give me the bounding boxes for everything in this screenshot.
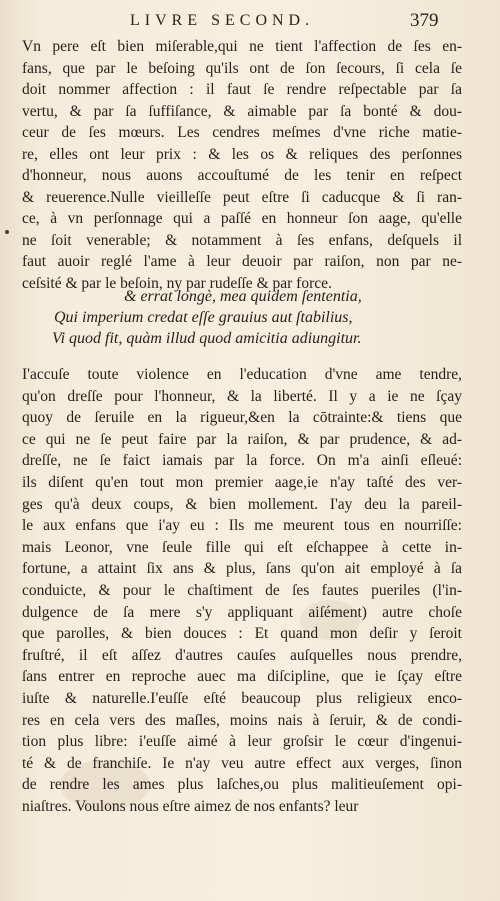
- text-line: iuſte & naturelle.I'euſſe eſté beaucoup plus religieux enco-: [22, 689, 462, 707]
- quote-line: Vi quod fit, quàm illud quod amicitia adiungitur.: [52, 330, 362, 347]
- text-line: tion plus libre: i'euſſe aimé à leur groſsir le cœur d'ingenui-: [22, 733, 462, 751]
- text-line: vertu, & par ſa ſuffiſance, & aimable par ſa bonté & dou-: [22, 102, 462, 120]
- text-line: ils diſent qu'en tout mon premier aage,ie n'ay taſté des ver-: [22, 473, 462, 491]
- text-line: ſans entrer en reproche auec ma diſcipline, que ie ſçay eſtre: [22, 668, 462, 686]
- text-line: fans, que par le beſoing qu'ils ont de ſon ſecours, ſi cela ſe: [22, 59, 462, 77]
- text-line: quoy de ſeruile en la rigueur,&en la cōtrainte:& tiens que: [22, 409, 462, 427]
- paragraph-2: [22, 364, 462, 817]
- text-line: d'honneur, nous auons accouſtumé de les tenir en reſpect: [22, 167, 462, 184]
- page-header: [0, 10, 500, 36]
- text-line: ceur de ſes mœurs. Les cendres meſmes d'vne riche matie-: [22, 124, 462, 141]
- text-line: fortune, a attaint ſix ans & plus, ſans qu'on ait employé à ſa: [22, 560, 462, 578]
- text-line: ce, à vn perſonnage qui a paſſé en honneur ſon aage, qu'elle: [22, 210, 462, 227]
- text-line: dulgence de ſa mere s'y appliquant aiſément) autre choſe: [22, 603, 462, 621]
- text-line: faut auoir reglé l'ame à leur deuoir par raiſon, non par ne-: [22, 253, 462, 270]
- running-head: LIVRE SECOND.: [130, 12, 315, 29]
- quote-line: & errat longè, mea quidem ſententia,: [124, 288, 362, 305]
- text-line: fruſtré, il eſt aſſez d'autres cauſes auſquelles nous prendre,: [22, 646, 462, 664]
- text-line: doit nommer affection : il faut ſe rendre reſpectable par ſa: [22, 81, 462, 98]
- text-line: té & de franchiſe. Ie n'ay veu autre effect aux verges, ſinon: [22, 754, 462, 772]
- text-line: niaſtres. Voulons nous eſtre aimez de nos enfants? leur: [22, 797, 359, 815]
- text-line: Vn pere eſt bien miſerable,qui ne tient l'affection de ſes en-: [22, 38, 462, 55]
- text-line: dreſſe, ne ſe faict iamais par la force. On m'a ainſi eſleué:: [22, 452, 462, 470]
- page-number: 379: [410, 10, 439, 31]
- margin-mark: [5, 230, 9, 234]
- text-line: mais Leonor, vne ſeule fille qui eſt eſchappee à cette in-: [22, 538, 462, 556]
- text-line: le aux enfans que i'ay eu : Ils me meurent tous en nourriſſe:: [22, 517, 462, 535]
- text-line: de rendre les ames plus laſches,ou plus malitieuſement opi-: [22, 776, 462, 794]
- latin-quote: [52, 286, 412, 349]
- paragraph-1: [22, 36, 462, 294]
- text-line: res en cela vers des maſles, moins nais à ſeruir, & de condi-: [22, 711, 462, 729]
- text-line: ce qui ne ſe peut faire par la raiſon, & par prudence, & ad-: [22, 430, 462, 448]
- text-line: I'accuſe toute violence en l'education d'vne ame tendre,: [22, 366, 462, 383]
- text-line: que parolles, & bien douces : Et quand mon deſir y ſeroit: [22, 625, 462, 643]
- text-line: conduicte, & pour le chaſtiment de ſes fautes pueriles (l'in-: [22, 581, 462, 599]
- text-line: ges qu'à deux coups, & bien mollement. I'ay deu la pareil-: [22, 495, 462, 513]
- text-line: ne ſoit venerable; & notamment à ſes enfans, deſquels il: [22, 231, 462, 249]
- text-line: ceſsité & par le beſoin, ny par rudeſſe & par force.: [22, 274, 332, 292]
- text-line: & reuerence.Nulle vieilleſſe peut eſtre ſi caducque & ſi ran-: [22, 188, 462, 206]
- text-line: re, elles ont leur prix : & les os & reliques des perſonnes: [22, 145, 462, 163]
- text-line: qu'on dreſſe pour l'honneur, & la liberté. Il y a ie ne ſçay: [22, 387, 462, 405]
- quote-line: Qui imperium credat eſſe grauius aut ſtabilius,: [54, 309, 353, 326]
